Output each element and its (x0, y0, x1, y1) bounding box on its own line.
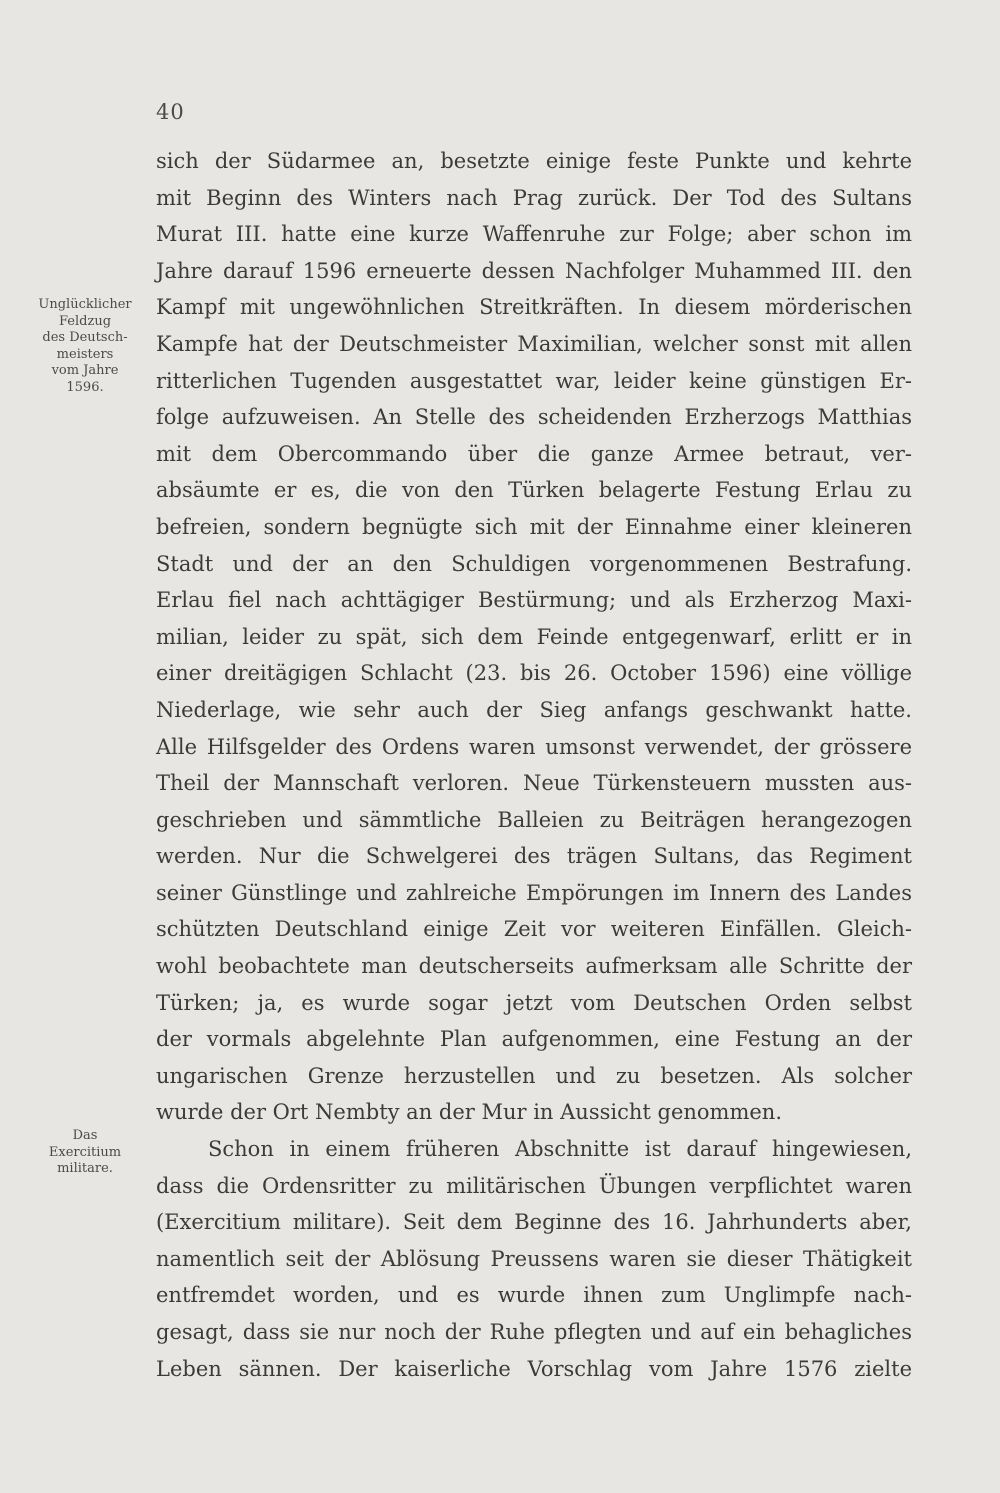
text-line: sich der Südarmee an, besetzte einige feste Punkte und kehrte (156, 149, 912, 173)
text-line: (Exercitium militare). Seit dem Beginne des 16. Jahrhunderts aber, (156, 1210, 912, 1235)
text-line: Türken; ja, es wurde sogar jetzt vom Deutschen Orden selbst (156, 990, 912, 1015)
text-line: mit Beginn des Winters nach Prag zurück. Der Tod des Sultans (156, 185, 912, 210)
text-line: der vormals abgelehnte Plan aufgenommen, eine Festung an der (156, 1027, 912, 1052)
text-line: dass die Ordensritter zu militärischen Übungen verpflichtet waren (156, 1173, 912, 1198)
margin-note-line: Exercitium (48, 1144, 122, 1160)
margin-note-line: Unglücklicher (38, 297, 132, 312)
text-line: absäumte er es, die von den Türken belagerte Festung Erlau zu (156, 478, 912, 503)
text-line: wohl beobachtete man deutscherseits aufmerksam alle Schritte der (156, 954, 912, 979)
text-line: Murat III. hatte eine kurze Waffenruhe zur Folge; aber schon im (156, 222, 912, 247)
margin-note-line: militare. (57, 1161, 113, 1176)
text-line: Niederlage, wie sehr auch der Sieg anfangs geschwankt hatte. (156, 697, 912, 722)
text-line: ritterlichen Tugenden ausgestattet war, leider keine günstigen Er- (156, 368, 912, 393)
text-line: befreien, sondern begnügte sich mit der Einnahme einer kleineren (156, 514, 912, 539)
text-line: Kampf mit ungewöhnlichen Streitkräften. In diesem mörderischen (156, 295, 912, 320)
text-line: Stadt und der an den Schuldigen vorgenommenen Bestrafung. (156, 551, 912, 576)
text-line: Kampfe hat der Deutschmeister Maximilian, welcher sonst mit allen (156, 331, 912, 356)
margin-note-line: 1596. (66, 379, 104, 395)
text-line: Leben sännen. Der kaiserliche Vorschlag vom Jahre 1576 zielte (156, 1356, 912, 1381)
text-line: Theil der Mannschaft verloren. Neue Türkensteuern mussten aus- (156, 771, 912, 796)
text-line: folge aufzuweisen. An Stelle des scheidenden Erzherzogs Matthias (156, 405, 912, 430)
text-line: namentlich seit der Ablösung Preussens waren sie dieser Thätigkeit (156, 1246, 912, 1271)
body-text (156, 143, 912, 1387)
page-number: 40 (156, 100, 185, 124)
margin-note-line: vom Jahre (51, 363, 119, 378)
text-line: milian, leider zu spät, sich dem Feinde entgegenwarf, erlitt er in (156, 624, 912, 649)
margin-note-line: Feldzug (58, 313, 112, 329)
text-line: Alle Hilfsgelder des Ordens waren umsonst verwendet, der grössere (156, 734, 912, 759)
margin-note-exercitium (28, 1128, 142, 1178)
margin-note-feldzug (28, 297, 142, 396)
text-line: gesagt, dass sie nur noch der Ruhe pflegten und auf ein behagliches (156, 1320, 912, 1344)
text-line: entfremdet worden, und es wurde ihnen zum Unglimpfe nach- (156, 1283, 912, 1308)
text-line: seiner Günstlinge und zahlreiche Empörungen im Innern des Landes (156, 880, 912, 905)
text-line: werden. Nur die Schwelgerei des trägen Sultans, das Regiment (156, 844, 912, 869)
text-line: geschrieben und sämmtliche Balleien zu Beiträgen herangezogen (156, 807, 912, 832)
text-line: Jahre darauf 1596 erneuerte dessen Nachfolger Muhammed III. den (156, 258, 912, 283)
margin-note-line: des Deutsch- (42, 330, 128, 345)
text-line: einer dreitägigen Schlacht (23. bis 26. October 1596) eine völlige (156, 661, 912, 686)
text-line: Schon in einem früheren Abschnitte ist darauf hingewiesen, (208, 1137, 912, 1162)
text-line: Erlau fiel nach achttägiger Bestürmung; und als Erzherzog Maxi- (156, 588, 912, 613)
text-line: wurde der Ort Nembty an der Mur in Aussicht genommen. (156, 1100, 782, 1125)
margin-note-line: Das (72, 1128, 98, 1143)
margin-note-line: meisters (56, 346, 114, 362)
text-line: ungarischen Grenze herzustellen und zu besetzen. Als solcher (156, 1063, 912, 1088)
text-line: mit dem Obercommando über die ganze Armee betraut, ver- (156, 441, 912, 466)
text-line: schützten Deutschland einige Zeit vor weiteren Einfällen. Gleich- (156, 917, 912, 942)
